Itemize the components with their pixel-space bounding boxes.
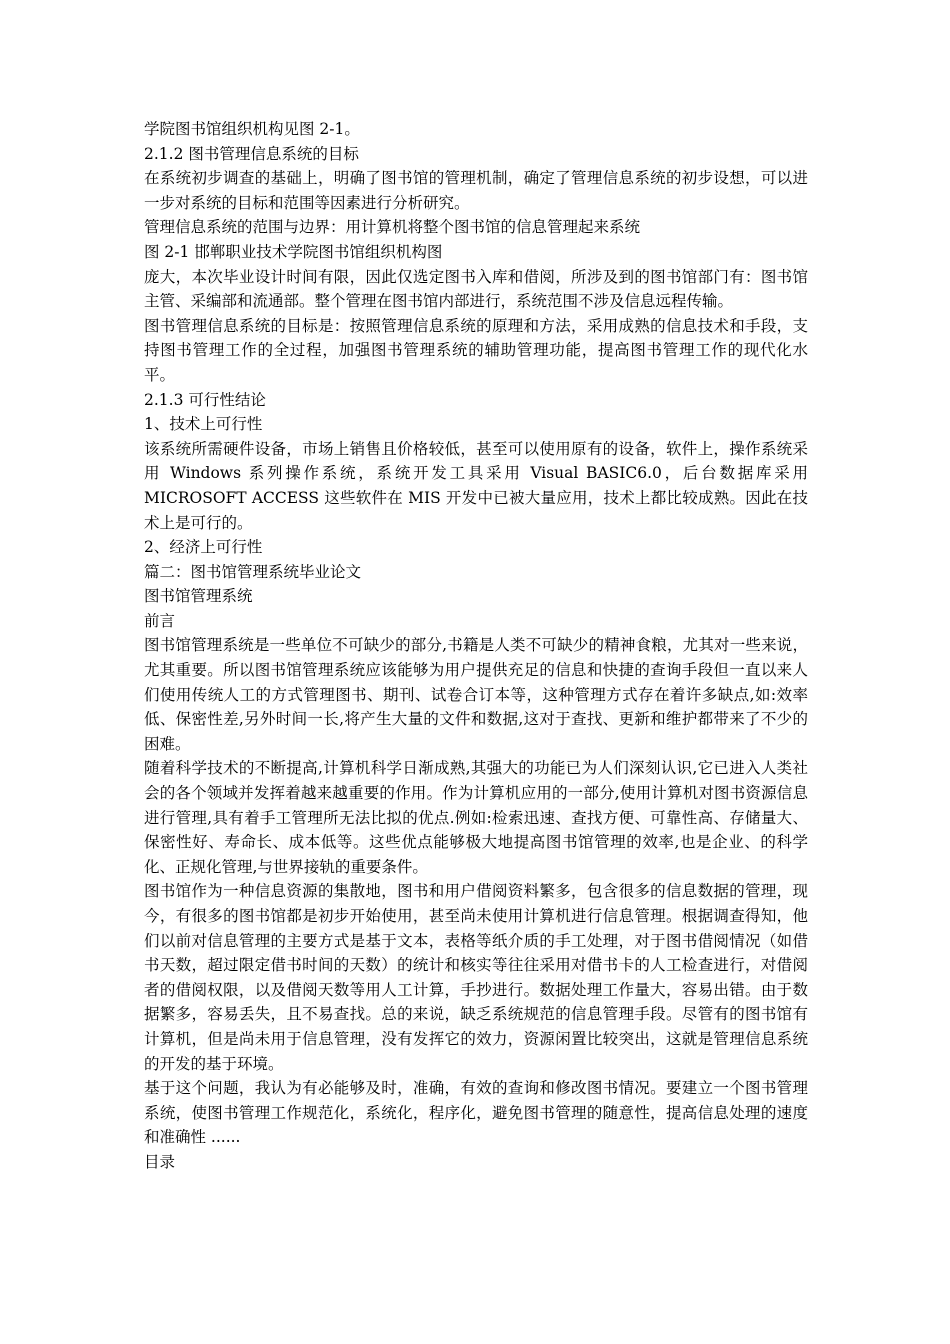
section-title-part-two: 篇二：图书馆管理系统毕业论文 [144, 562, 362, 581]
document-page [144, 117, 808, 1175]
paragraph-scope-details: 庞大，本次毕业设计时间有限，因此仅选定图书入库和借阅，所涉及到的图书馆部门有：图书馆主管、采编部和流通部。整个管理在图书馆内部进行，系统范围不涉及信息远程传输。 [144, 267, 808, 311]
subheading-technical-feasibility: 1、技术上可行性 [144, 415, 263, 434]
heading-table-of-contents: 目录 [144, 1152, 176, 1171]
paragraph-figure-reference: 学院图书馆组织机构见图 2-1。 [144, 120, 360, 138]
paragraph-preliminary-survey: 在系统初步调查的基础上，明确了图书馆的管理机制，确定了管理信息系统的初步设想，可以进一步对系统的目标和范围等因素进行分析研究。 [144, 169, 808, 212]
paragraph-scope-boundary: 管理信息系统的范围与边界：用计算机将整个图书馆的信息管理起来系统 [144, 218, 641, 237]
heading-2-1-2: 2.1.2 图书管理信息系统的目标 [144, 144, 359, 163]
paragraph-system-goal: 图书管理信息系统的目标是：按照管理信息系统的原理和方法，采用成熟的信息技术和手段，支持图书管理工作的全过程，加强图书管理系统的辅助管理功能，提高图书管理工作的现代化水平。 [144, 316, 808, 384]
document-title: 图书馆管理系统 [144, 587, 253, 606]
paragraph-preface-4: 基于这个问题，我认为有必能够及时，准确，有效的查询和修改图书情况。要建立一个图书管理系统，使图书管理工作规范化，系统化，程序化，避免图书管理的随意性，提高信息处理的速度和准确性 ...... [144, 1079, 808, 1147]
heading-preface: 前言 [144, 611, 176, 630]
paragraph-preface-2: 随着科学技术的不断提高,计算机科学日渐成熟,其强大的功能已为人们深刻认识,它已进入人类社会的各个领域并发挥着越来越重要的作用。作为计算机应用的一部分,使用计算机对图书资源信息进行管理,具有着手工管理所无法比拟的优点.例如:检索迅速、查找方便、可靠性高、存储量大、保密性好、寿命长、成本低等。这些优点能够极大地提高图书馆管理的效率,也是企业、的科学化、正规化管理,与世界接轨的重要条件。 [144, 759, 808, 876]
subheading-economic-feasibility: 2、经济上可行性 [144, 538, 263, 557]
figure-caption: 图 2-1 邯郸职业技术学院图书馆组织机构图 [144, 242, 443, 261]
paragraph-preface-3: 图书馆作为一种信息资源的集散地，图书和用户借阅资料繁多，包含很多的信息数据的管理，现今，有很多的图书馆都是初步开始使用，甚至尚未使用计算机进行信息管理。根据调查得知，他们以前对信息管理的主要方式是基于文本，表格等纸介质的手工处理，对于图书借阅情况（如借书天数，超过限定借书时间的天数）的统计和核实等往往采用对借书卡的人工检查进行，对借阅者的借阅权限，以及借阅天数等用人工计算，手抄进行。数据处理工作量大，容易出错。由于数据繁多，容易丢失，且不易查找。总的来说，缺乏系统规范的信息管理手段。尽管有的图书馆有计算机，但是尚未用于信息管理，没有发挥它的效力，资源闲置比较突出，这就是管理信息系统的开发的基于环境。 [144, 882, 808, 1073]
heading-2-1-3: 2.1.3 可行性结论 [144, 390, 266, 409]
paragraph-preface-1: 图书馆管理系统是一些单位不可缺少的部分,书籍是人类不可缺少的精神食粮，尤其对一些来说，尤其重要。所以图书馆管理系统应该能够为用户提供充足的信息和快捷的查询手段但一直以来人们使用传统人工的方式管理图书、期刊、试卷合订本等，这种管理方式存在着许多缺点,如:效率低、保密性差,另外时间一长,将产生大量的文件和数据,这对于查找、更新和维护都带来了不少的困难。 [144, 636, 808, 753]
paragraph-technical-feasibility: 该系统所需硬件设备，市场上销售且价格较低，甚至可以使用原有的设备，软件上，操作系统采用 Windows 系列操作系统，系统开发工具采用 Visual BASIC6.0，后台数据库采用 MICROSOFT ACCESS 这些软件在 MIS 开发中已被大量应用，技术上都比较成熟。因此在技术上是可行的。 [144, 439, 808, 532]
